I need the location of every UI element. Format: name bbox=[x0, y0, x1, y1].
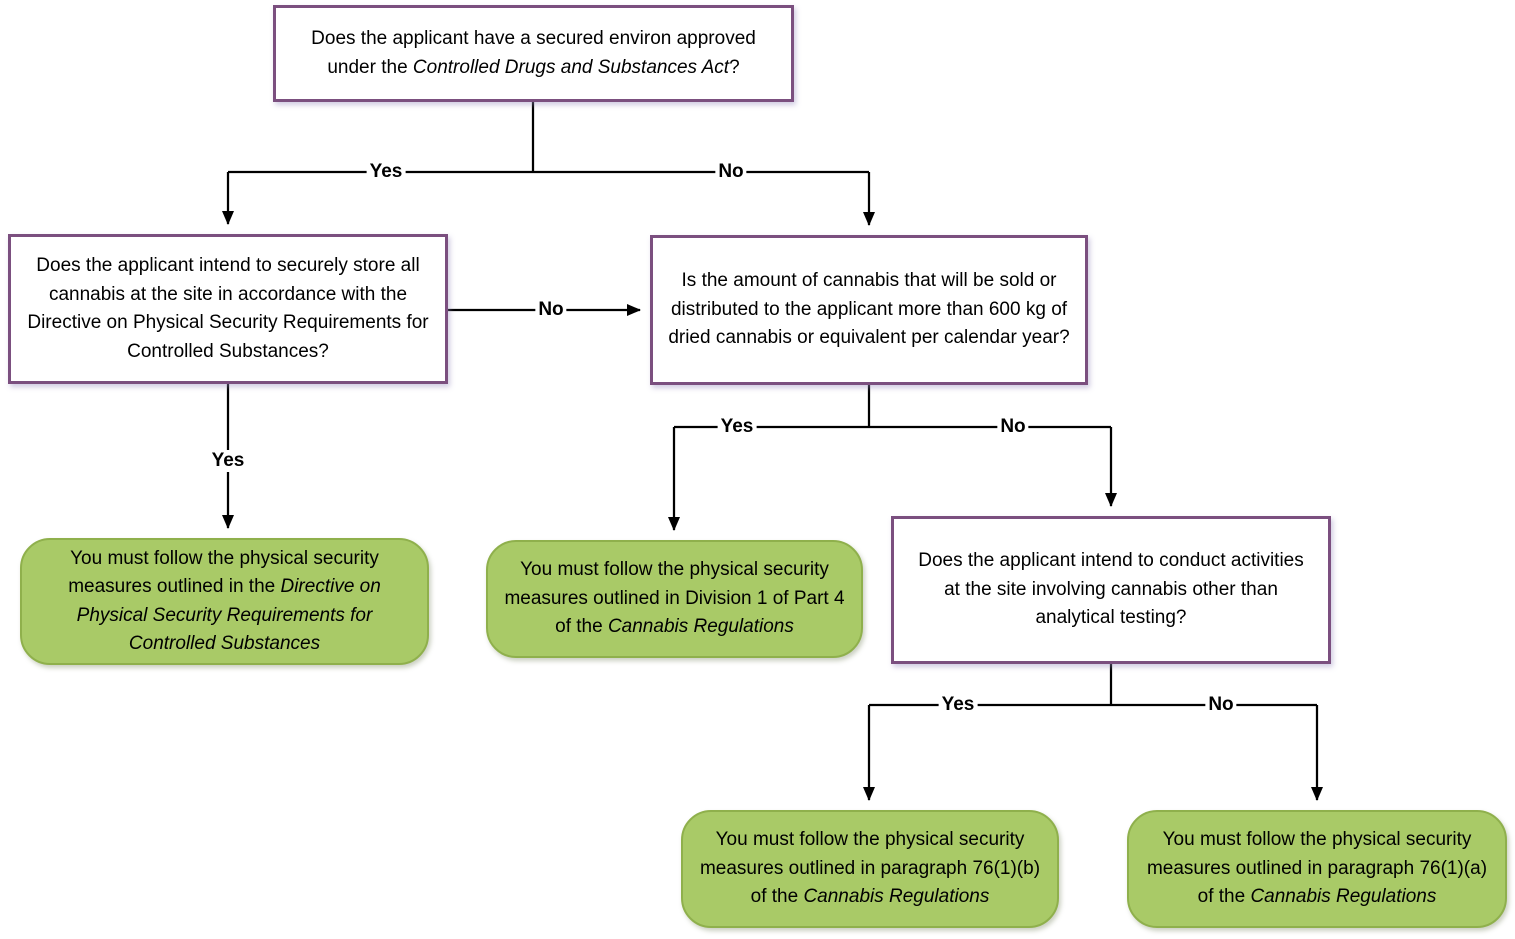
edge-label-q4-no: No bbox=[1205, 694, 1236, 716]
question-secured-environ-text: Does the applicant have a secured environ approved under the Controlled Drugs and Substances Act? bbox=[311, 28, 756, 78]
outcome-division1-part4-text: You must follow the physical security measures outlined in Division 1 of Part 4 of the Cannabis Regulations bbox=[504, 559, 845, 638]
edge-label-q1-yes: Yes bbox=[367, 161, 406, 183]
outcome-paragraph-76-1-a bbox=[1127, 810, 1507, 928]
question-other-activities-text: Does the applicant intend to conduct activities at the site involving cannabis other than analytical testing? bbox=[918, 550, 1304, 629]
question-other-activities bbox=[891, 516, 1331, 664]
edge-label-q4-yes: Yes bbox=[939, 694, 978, 716]
outcome-paragraph-76-1-b-text: You must follow the physical security measures outlined in paragraph 76(1)(b) of the Cannabis Regulations bbox=[699, 829, 1041, 908]
outcome-paragraph-76-1-a-text: You must follow the physical security measures outlined in paragraph 76(1)(a) of the Cannabis Regulations bbox=[1146, 829, 1488, 908]
edge-label-q2-yes: Yes bbox=[209, 450, 248, 472]
edge-label-q2-no: No bbox=[535, 299, 566, 321]
question-securely-store-text: Does the applicant intend to securely store all cannabis at the site in accordance with the Directive on Physical Security Requirements for Controlled Substances? bbox=[27, 255, 429, 362]
question-amount-600kg-text: Is the amount of cannabis that will be sold or distributed to the applicant more than 600 kg of dried cannabis or equivalent per calendar year? bbox=[668, 270, 1070, 349]
outcome-directive-controlled-substances bbox=[20, 538, 429, 665]
edge-label-q1-no: No bbox=[715, 161, 746, 183]
question-amount-600kg bbox=[650, 235, 1088, 385]
outcome-directive-controlled-substances-text: You must follow the physical security measures outlined in the Directive on Physical Security Requirements for Controlled Substances bbox=[68, 547, 381, 654]
question-securely-store bbox=[8, 234, 448, 384]
edge-label-q3-no: No bbox=[997, 416, 1028, 438]
question-secured-environ bbox=[273, 5, 794, 102]
outcome-paragraph-76-1-b bbox=[681, 810, 1059, 928]
outcome-division1-part4 bbox=[486, 540, 863, 658]
edge-label-q3-yes: Yes bbox=[718, 416, 757, 438]
